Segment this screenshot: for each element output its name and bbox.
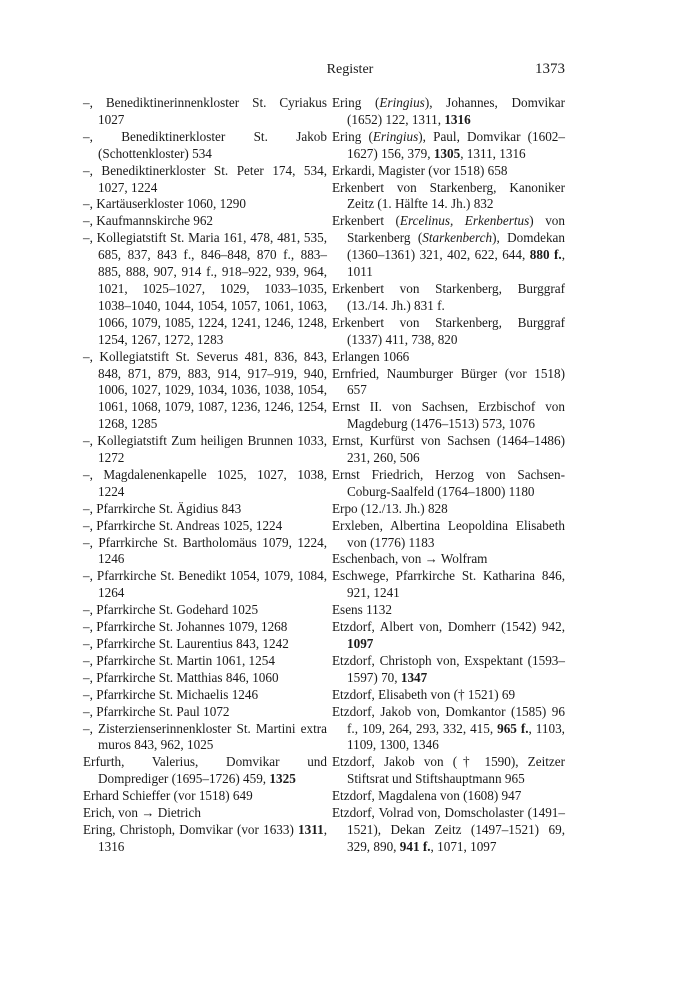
index-entry [332,653,565,687]
index-entry [332,619,565,653]
index-entry: Erkenbert von Starkenberg, Burggraf (1337) 411, 738, 820 [332,314,565,347]
index-entry: Ernfried, Naumburger Bürger (vor 1518) 657 [332,365,565,398]
entry-text: Ering, Christoph, Domvikar (vor 1633) [83,821,299,837]
index-entry: Ernst Friedrich, Herzog von Sachsen-Coburg-Saalfeld (1764–1800) 1180 [332,466,565,499]
index-entry: Erxleben, Albertina Leopoldina Elisabeth von (1776) 1183 [332,517,565,550]
index-entry: –, Magdalenenkapelle 1025, 1027, 1038, 1224 [83,466,327,499]
entry-text: Erfurth, Valerius, Domvikar und Domprediger (1695–1726) 459, [83,754,327,787]
index-entry: –, Pfarrkirche St. Benedikt 1054, 1079, 1084, 1264 [83,568,327,601]
italic-name-variant: Eringius [372,128,419,144]
bold-page-ref: 965 f. [497,720,529,736]
entry-text: Etzdorf, Christoph von, Exspektant (1593–1597) 70, [332,652,565,685]
index-entry [332,704,565,755]
index-entry: –, Pfarrkirche St. Johannes 1079, 1268 [83,619,288,635]
page-number: 1373 [535,61,565,77]
index-entry: Eschwege, Pfarrkirche St. Katharina 846, 921, 1241 [332,568,565,601]
index-entry: –, Pfarrkirche St. Godehard 1025 [83,602,259,618]
index-entry: –, Pfarrkirche St. Michaelis 1246 [83,686,259,702]
entry-text: Etzdorf, Jakob von, Domkantor (1585) 96 f., 109, 264, 293, 332, 415, [332,703,565,736]
index-entry: Eschenbach, von → Wolfram [332,551,488,567]
page-header [0,62,700,82]
index-entry: –, Kaufmannskirche 962 [83,213,214,229]
running-title: Register [326,62,374,77]
index-entry: Erhard Schieffer (vor 1518) 649 [83,788,253,804]
entry-text: , 1071, 1097 [430,838,497,854]
index-entry [332,213,565,281]
index-entry [332,95,565,129]
index-column-right [332,95,565,856]
italic-name-variant: Starkenberch [422,230,493,246]
entry-text: , 1311, 1316 [460,145,526,161]
entry-text: , 1011 [347,247,565,280]
index-entry [332,129,565,163]
index-entry: –, Benediktinerkloster St. Jakob (Schottenkloster) 534 [83,128,327,161]
italic-name-variant: Eringius [379,95,425,110]
entry-text: , 1103, 1109, 1300, 1346 [347,720,565,753]
index-entry: –, Zisterzienserinnenkloster St. Martini extra muros 843, 962, 1025 [83,720,327,753]
entry-text: ), Domdekan (1360–1361) 321, 402, 622, 644, [347,230,565,263]
index-entry: –, Pfarrkirche St. Ägidius 843 [83,500,242,516]
bold-page-ref: 1311 [298,821,324,837]
entry-text: Etzdorf, Volrad von, Domscholaster (1491–1521), Dekan Zeitz (1497–1521) 69, 329, 890, [332,805,565,854]
index-entry: –, Pfarrkirche St. Bartholomäus 1079, 1224, 1246 [83,534,327,567]
entry-text: ) von Starkenberg ( [347,213,565,246]
index-entry: Erlangen 1066 [332,348,410,364]
index-entry: –, Pfarrkirche St. Laurentius 843, 1242 [83,636,289,651]
index-entry: –, Kollegiatstift St. Severus 481, 836, 843, 848, 871, 879, 883, 914, 917–919, 940, 1006, 1027, 1029, 1034, 1036, 1038, 1054, 1061, 1068, 1079, 1087, 1236, 1246, 1254, 1268, 1285 [83,348,327,432]
index-entry: –, Benediktinerkloster St. Peter 174, 534, 1027, 1224 [83,162,327,195]
index-entry: –, Benediktinerinnenkloster St. Cyriakus 1027 [83,95,327,127]
entry-text: Ering ( [332,95,380,110]
index-entry: –, Pfarrkirche St. Martin 1061, 1254 [83,652,275,668]
entry-text: Ering ( [332,128,373,144]
bold-page-ref: 1305 [433,145,461,161]
index-entry: Erkenbert von Starkenberg, Kanoniker Zeitz (1. Hälfte 14. Jh.) 832 [332,179,565,212]
bold-page-ref: 941 f. [399,838,431,854]
index-entry [332,805,565,856]
index-entry: Etzdorf, Magdalena von (1608) 947 [332,788,522,804]
index-entry: Ernst II. von Sachsen, Erzbischof von Magdeburg (1476–1513) 573, 1076 [332,399,565,432]
index-entry [83,822,327,856]
entry-text: ), Johannes, Domvikar (1652) 122, 1311, [347,95,565,127]
entry-text: ), Paul, Domvikar (1602–1627) 156, 379, [347,128,565,161]
index-entry: Etzdorf, Jakob von († 1590), Zeitzer Stiftsrat und Stiftshauptmann 965 [332,754,565,787]
index-entry: –, Kollegiatstift St. Maria 161, 478, 481, 535, 685, 837, 843 f., 846–848, 870 f., 883–885, 888, 907, 914 f., 918–922, 939, 964, 1021, 1025–1027, 1029, 1033–1035, 1038–1040, 1044, 1054, 1057, 1061, 1063, 1066, 1079, 1085, 1224, 1241, 1246, 1248, 1254, 1267, 1272, 1283 [83,230,327,347]
entry-text: , 1316 [98,821,327,854]
index-entry: Erich, von → Dietrich [83,805,201,821]
bold-page-ref: 1325 [269,771,296,787]
index-entry: Ernst, Kurfürst von Sachsen (1464–1486) 231, 260, 506 [332,433,565,466]
index-entry: Erpo (12./13. Jh.) 828 [332,500,448,516]
entry-text: Etzdorf, Albert von, Domherr (1542) 942, [332,619,565,635]
index-entry: –, Kartäuserkloster 1060, 1290 [83,196,246,212]
italic-name-variant: Ercelinus, Erkenbertus [399,213,530,229]
index-column-left [83,95,327,856]
index-entry: Esens 1132 [332,602,392,618]
index-entry: –, Pfarrkirche St. Andreas 1025, 1224 [83,517,283,533]
bold-page-ref: 1316 [444,111,471,127]
bold-page-ref: 1097 [347,636,374,651]
index-entry: –, Pfarrkirche St. Matthias 846, 1060 [83,669,279,685]
entry-text: Erkenbert ( [332,213,400,229]
index-entry: Etzdorf, Elisabeth von († 1521) 69 [332,686,516,702]
index-entry: Erkenbert von Starkenberg, Burggraf (13./14. Jh.) 831 f. [332,280,565,313]
bold-page-ref: 880 f. [529,247,562,263]
index-entry: Erkardi, Magister (vor 1518) 658 [332,162,508,178]
bold-page-ref: 1347 [400,669,428,685]
index-entry: –, Pfarrkirche St. Paul 1072 [83,703,230,719]
index-entry [83,754,327,788]
index-entry: –, Kollegiatstift Zum heiligen Brunnen 1033, 1272 [83,433,327,466]
